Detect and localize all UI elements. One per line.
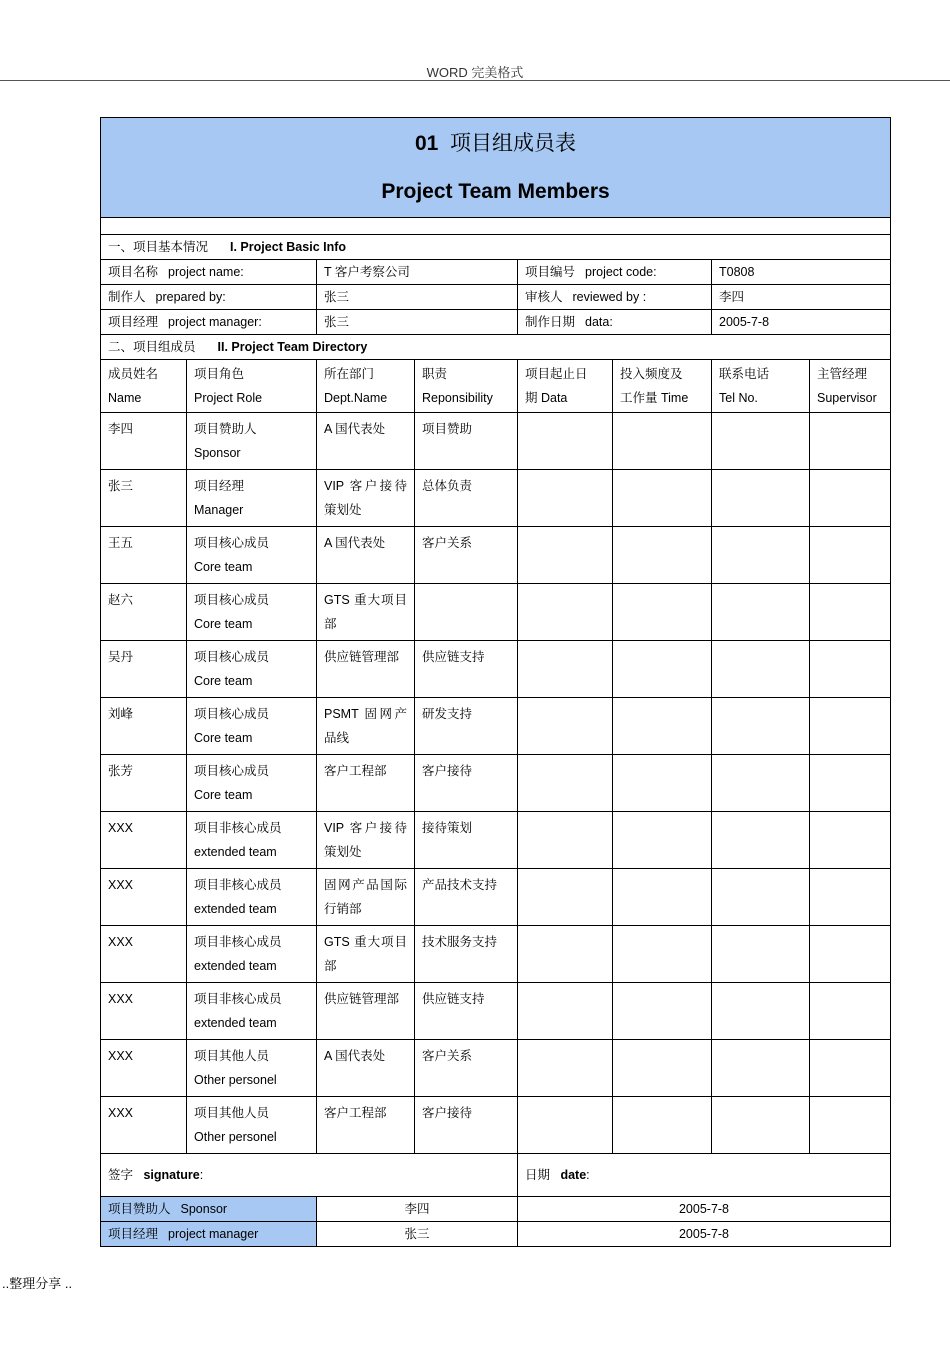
- member-row: [101, 584, 891, 641]
- member-tel: [712, 641, 810, 698]
- date-label: 制作日期 data:: [518, 310, 712, 335]
- reviewed-by-value: 李四: [712, 285, 891, 310]
- member-period: [518, 527, 613, 584]
- member-period: [518, 698, 613, 755]
- member-name: 李四: [101, 413, 187, 470]
- member-period: [518, 1097, 613, 1154]
- member-responsibility: 技术服务支持: [415, 926, 518, 983]
- member-role: 项目非核心成员 extended team: [187, 983, 317, 1040]
- member-name: XXX: [101, 1040, 187, 1097]
- member-tel: [712, 413, 810, 470]
- project-code-label: 项目编号 project code:: [518, 260, 712, 285]
- member-dept: PSMT 固网产品线: [317, 698, 415, 755]
- title-en: Project Team Members: [381, 179, 610, 203]
- team-members-table: [100, 117, 891, 1247]
- member-responsibility: 接待策划: [415, 812, 518, 869]
- member-role: 项目经理 Manager: [187, 470, 317, 527]
- member-workload: [613, 755, 712, 812]
- member-role: 项目核心成员 Core team: [187, 527, 317, 584]
- member-name: 张三: [101, 470, 187, 527]
- signature-date-label: 日期 date:: [518, 1154, 891, 1197]
- member-supervisor: [810, 698, 891, 755]
- member-period: [518, 926, 613, 983]
- member-row: [101, 527, 891, 584]
- member-name: 张芳: [101, 755, 187, 812]
- member-row: [101, 812, 891, 869]
- member-dept: 固网产品国际行销部: [317, 869, 415, 926]
- member-supervisor: [810, 983, 891, 1040]
- column-header: 主管经理 Supervisor: [810, 360, 891, 413]
- member-responsibility: 产品技术支持: [415, 869, 518, 926]
- reviewed-by-label: 审核人 reviewed by :: [518, 285, 712, 310]
- member-period: [518, 641, 613, 698]
- member-responsibility: 客户接待: [415, 1097, 518, 1154]
- member-workload: [613, 527, 712, 584]
- member-row: [101, 983, 891, 1040]
- member-responsibility: 项目赞助: [415, 413, 518, 470]
- member-name: XXX: [101, 1097, 187, 1154]
- member-role: 项目核心成员 Core team: [187, 584, 317, 641]
- member-name: 王五: [101, 527, 187, 584]
- member-supervisor: [810, 1097, 891, 1154]
- member-period: [518, 413, 613, 470]
- project-name-value: T 客户考察公司: [317, 260, 518, 285]
- member-workload: [613, 584, 712, 641]
- project-manager-value: 张三: [317, 310, 518, 335]
- column-header: 投入频度及 工作量 Time: [613, 360, 712, 413]
- member-dept: 供应链管理部: [317, 641, 415, 698]
- member-name: 刘峰: [101, 698, 187, 755]
- member-workload: [613, 869, 712, 926]
- member-tel: [712, 1097, 810, 1154]
- column-header: 成员姓名 Name: [101, 360, 187, 413]
- project-code-value: T0808: [712, 260, 891, 285]
- member-role: 项目非核心成员 extended team: [187, 926, 317, 983]
- project-manager-label: 项目经理 project manager:: [101, 310, 317, 335]
- member-role: 项目非核心成员 extended team: [187, 812, 317, 869]
- member-row: [101, 1097, 891, 1154]
- section-basic-info: 一、项目基本情况 I. Project Basic Info: [101, 235, 891, 260]
- member-role: 项目其他人员 Other personel: [187, 1040, 317, 1097]
- project-name-label: 项目名称 project name:: [101, 260, 317, 285]
- member-dept: A 国代表处: [317, 527, 415, 584]
- member-name: XXX: [101, 812, 187, 869]
- member-tel: [712, 1040, 810, 1097]
- member-supervisor: [810, 470, 891, 527]
- member-name: 赵六: [101, 584, 187, 641]
- member-dept: VIP 客户接待策划处: [317, 470, 415, 527]
- member-dept: GTS 重大项目部: [317, 926, 415, 983]
- sign-off-name: 李四: [317, 1197, 518, 1222]
- sign-off-name: 张三: [317, 1222, 518, 1247]
- member-role: 项目核心成员 Core team: [187, 641, 317, 698]
- member-dept: 供应链管理部: [317, 983, 415, 1040]
- blank-row: [101, 218, 891, 235]
- member-row: [101, 1040, 891, 1097]
- page-footer: ..整理分享 ..: [2, 1276, 73, 1291]
- member-responsibility: [415, 584, 518, 641]
- section-team-directory: 二、项目组成员 II. Project Team Directory: [101, 335, 891, 360]
- sign-off-date: 2005-7-8: [518, 1197, 891, 1222]
- member-dept: 客户工程部: [317, 1097, 415, 1154]
- member-supervisor: [810, 755, 891, 812]
- member-responsibility: 客户关系: [415, 1040, 518, 1097]
- member-workload: [613, 413, 712, 470]
- member-supervisor: [810, 584, 891, 641]
- member-workload: [613, 698, 712, 755]
- member-dept: 客户工程部: [317, 755, 415, 812]
- column-header: 项目起止日 期 Data: [518, 360, 613, 413]
- member-row: [101, 470, 891, 527]
- member-row: [101, 413, 891, 470]
- member-supervisor: [810, 812, 891, 869]
- member-responsibility: 供应链支持: [415, 983, 518, 1040]
- member-role: 项目赞助人 Sponsor: [187, 413, 317, 470]
- member-responsibility: 客户接待: [415, 755, 518, 812]
- member-dept: A 国代表处: [317, 1040, 415, 1097]
- member-tel: [712, 470, 810, 527]
- title-cn: 01 项目组成员表: [414, 131, 577, 155]
- member-role: 项目核心成员 Core team: [187, 698, 317, 755]
- member-row: [101, 641, 891, 698]
- member-responsibility: 研发支持: [415, 698, 518, 755]
- sign-off-row: [101, 1222, 891, 1247]
- member-tel: [712, 812, 810, 869]
- sign-off-role: 项目经理 project manager: [101, 1222, 317, 1247]
- member-tel: [712, 869, 810, 926]
- sign-off-role: 项目赞助人 Sponsor: [101, 1197, 317, 1222]
- member-period: [518, 983, 613, 1040]
- member-role: 项目核心成员 Core team: [187, 755, 317, 812]
- member-supervisor: [810, 869, 891, 926]
- member-workload: [613, 1040, 712, 1097]
- member-supervisor: [810, 641, 891, 698]
- member-workload: [613, 1097, 712, 1154]
- member-tel: [712, 584, 810, 641]
- member-role: 项目其他人员 Other personel: [187, 1097, 317, 1154]
- member-supervisor: [810, 527, 891, 584]
- member-supervisor: [810, 926, 891, 983]
- member-tel: [712, 527, 810, 584]
- member-period: [518, 1040, 613, 1097]
- member-workload: [613, 812, 712, 869]
- member-supervisor: [810, 1040, 891, 1097]
- member-dept: VIP 客户接待策划处: [317, 812, 415, 869]
- member-period: [518, 470, 613, 527]
- member-role: 项目非核心成员 extended team: [187, 869, 317, 926]
- member-row: [101, 755, 891, 812]
- member-tel: [712, 755, 810, 812]
- member-tel: [712, 926, 810, 983]
- sign-off-row: [101, 1197, 891, 1222]
- member-name: 吴丹: [101, 641, 187, 698]
- member-row: [101, 926, 891, 983]
- member-period: [518, 755, 613, 812]
- member-row: [101, 698, 891, 755]
- member-workload: [613, 641, 712, 698]
- member-name: XXX: [101, 926, 187, 983]
- member-workload: [613, 470, 712, 527]
- column-header: 所在部门 Dept.Name: [317, 360, 415, 413]
- header-divider: [0, 80, 950, 81]
- member-workload: [613, 983, 712, 1040]
- member-period: [518, 584, 613, 641]
- column-header: 项目角色 Project Role: [187, 360, 317, 413]
- page-header: WORD 完美格式: [426, 65, 524, 80]
- date-value: 2005-7-8: [712, 310, 891, 335]
- signature-label: 签字 signature:: [101, 1154, 518, 1197]
- column-header: 联系电话 Tel No.: [712, 360, 810, 413]
- prepared-by-label: 制作人 prepared by:: [101, 285, 317, 310]
- sign-off-date: 2005-7-8: [518, 1222, 891, 1247]
- member-row: [101, 869, 891, 926]
- member-responsibility: 总体负责: [415, 470, 518, 527]
- member-supervisor: [810, 413, 891, 470]
- column-header: 职责 Reponsibility: [415, 360, 518, 413]
- member-responsibility: 客户关系: [415, 527, 518, 584]
- member-tel: [712, 698, 810, 755]
- member-period: [518, 869, 613, 926]
- member-workload: [613, 926, 712, 983]
- member-name: XXX: [101, 869, 187, 926]
- member-tel: [712, 983, 810, 1040]
- member-dept: GTS 重大项目部: [317, 584, 415, 641]
- member-period: [518, 812, 613, 869]
- member-responsibility: 供应链支持: [415, 641, 518, 698]
- member-dept: A 国代表处: [317, 413, 415, 470]
- member-name: XXX: [101, 983, 187, 1040]
- title-block: [101, 118, 891, 218]
- prepared-by-value: 张三: [317, 285, 518, 310]
